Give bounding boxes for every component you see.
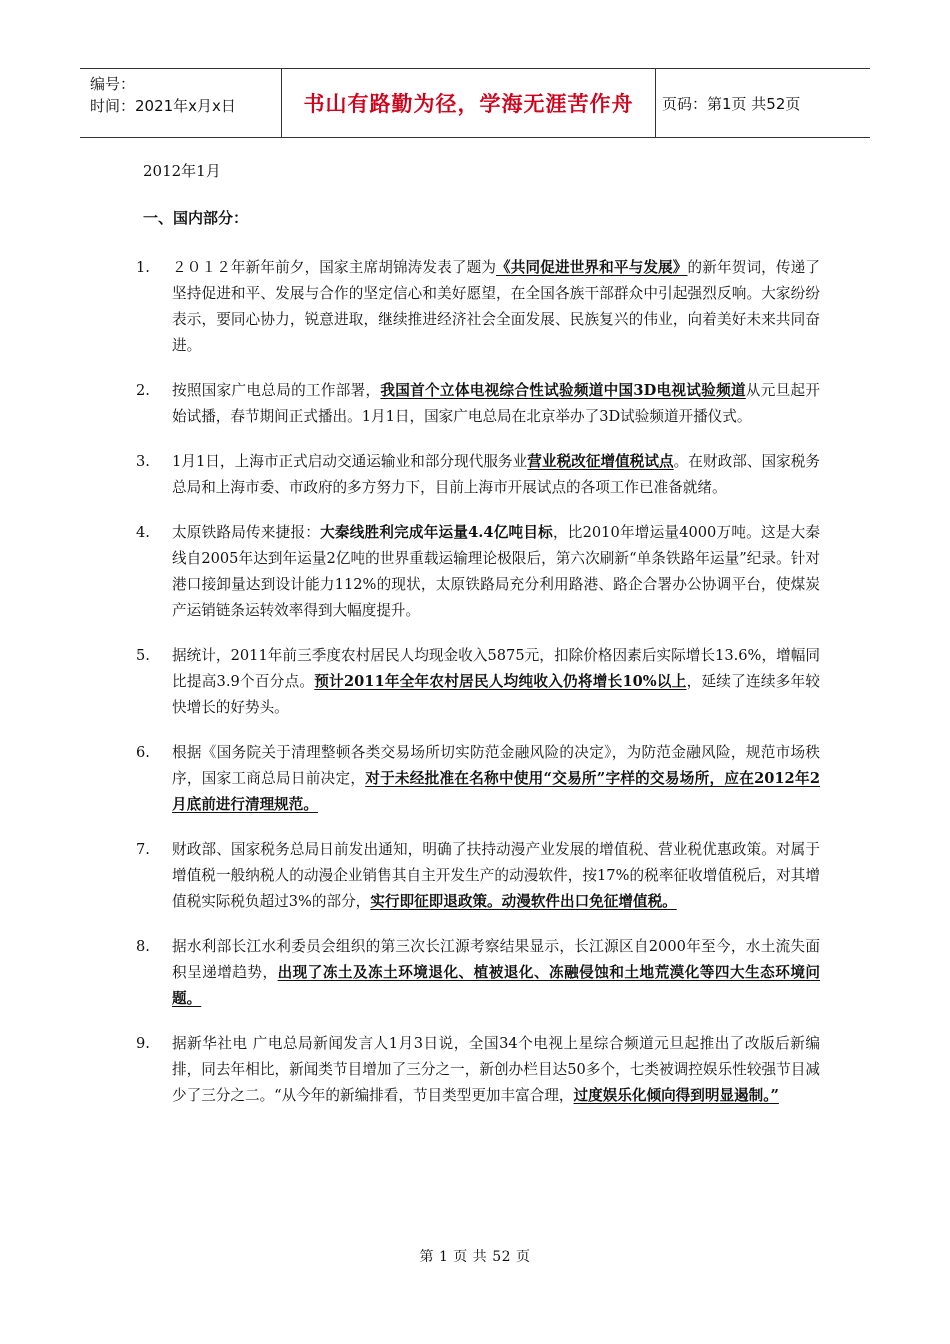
list-item-text — [172, 934, 820, 1012]
text-segment: 根据《国务院关于清理整顿各类交易场所切实防范金融风险的决定》，为防范金融风险，规范市场秩序，国家工商总局日前决定， — [172, 744, 820, 787]
text-segment: 按照国家广电总局的工作部署， — [172, 382, 381, 399]
section-title: 一、国内部分： — [143, 209, 249, 227]
key-point-bold: 大秦线胜利完成年运量4.4亿吨目标 — [320, 524, 553, 541]
list-item-number: 1. — [136, 259, 150, 276]
list-item — [130, 520, 820, 624]
list-item — [130, 1031, 820, 1109]
header-motto: 书山有路勤为径，学海无涯苦作舟 — [303, 92, 634, 116]
header-meta — [80, 69, 281, 137]
page-header — [80, 68, 870, 138]
text-segment: 据统计，2011年前三季度农村居民人均现金收入5875元，扣除价格因素后实际增长13.6%，增幅同比提高3.9个百分点。 — [172, 647, 820, 690]
key-point-highlight: 我国首个立体电视综合性试验频道中国3D电视试验频道 — [380, 382, 746, 399]
list-item-number: 2. — [136, 382, 150, 399]
list-item — [130, 934, 820, 1012]
key-point-highlight: 《共同促进世界和平与发展》 — [496, 259, 688, 276]
list-item — [130, 837, 820, 915]
list-item-text — [172, 449, 820, 501]
news-list — [130, 255, 820, 1128]
list-item-text — [172, 378, 820, 430]
text-segment: ，延续了连续多年较快增长的好势头。 — [172, 673, 820, 716]
text-segment: ，比2010年增运量4000万吨。这是大秦线自2005年达到年运量2亿吨的世界重载运输理论极限后，第六次刷新“单条铁路年运量”纪录。针对港口接卸量达到设计能力112%的现状，太原铁路局充分利用路港、路企合署办公协调平台，使煤炭产运销链条运转效率得到大幅度提升。 — [172, 524, 820, 619]
text-segment: 据新华社电 广电总局新闻发言人1月3日说，全国34个电视上星综合频道元旦起推出了改版后新编排，同去年相比，新闻类节目增加了三分之一，新创办栏目达50多个，七类被调控娱乐性较强节目减少了三分之二。“从今年的新编排看，节目类型更加丰富合理， — [172, 1035, 820, 1104]
page-footer: 第 1 页 共 52 页 — [419, 1249, 531, 1265]
text-segment: 从元旦起开始试播，春节期间正式播出。1月1日，国家广电总局在北京举办了3D试验频道开播仪式。 — [172, 382, 820, 425]
text-segment: 。在财政部、国家税务总局和上海市委、市政府的多方努力下，目前上海市开展试点的各项工作已准备就绪。 — [172, 453, 820, 496]
list-item-text — [172, 837, 820, 915]
list-item-number: 8. — [136, 938, 150, 955]
list-item — [130, 643, 820, 721]
list-item-text — [172, 1031, 820, 1109]
text-segment: 财政部、国家税务总局日前发出通知，明确了扶持动漫产业发展的增值税、营业税优惠政策。对属于增值税一般纳税人的动漫企业销售其自主开发生产的动漫软件，按17%的税率征收增值税后，对其增值税实际税负超过3%的部分， — [172, 841, 820, 910]
text-segment: 太原铁路局传来捷报： — [172, 524, 321, 541]
key-point-highlight: 营业税改征增值税试点 — [527, 453, 674, 470]
list-item — [130, 740, 820, 818]
text-segment: ２０１２年新年前夕，国家主席胡锦涛发表了题为 — [172, 259, 497, 276]
list-item — [130, 378, 820, 430]
key-point-highlight: 出现了冻土及冻土环境退化、植被退化、冻融侵蚀和土地荒漠化等四大生态环境问题。 — [172, 964, 820, 1007]
list-item-text — [172, 520, 820, 624]
header-page-cell — [656, 69, 870, 137]
text-segment: 的新年贺词，传递了坚持促进和平、发展与合作的坚定信心和美好愿望，在全国各族干部群众中引起强烈反响。大家纷纷表示，要同心协力，锐意进取，继续推进经济社会全面发展、民族复兴的伟业，向着美好未来共同奋进。 — [172, 259, 820, 354]
key-point-highlight: 实行即征即退政策。动漫软件出口免征增值税。 — [370, 893, 677, 910]
text-segment: 1月1日，上海市正式启动交通运输业和部分现代服务业 — [172, 453, 528, 470]
key-point-highlight: 对于未经批准在名称中使用“交易所”字样的交易场所，应在2012年2月底前进行清理规范。 — [172, 770, 820, 813]
list-item-number: 6. — [136, 744, 150, 761]
text-segment: 据水利部长江水利委员会组织的第三次长江源考察结果显示，长江源区自2000年至今，水土流失面积呈递增趋势， — [172, 938, 820, 981]
header-motto-cell — [281, 69, 656, 137]
document-date: 2012年1月 — [143, 162, 221, 180]
list-item-number: 5. — [136, 647, 150, 664]
list-item-number: 9. — [136, 1035, 150, 1052]
serial-label: 编号： — [90, 75, 136, 93]
page-info: 页码：第1页 共52页 — [662, 94, 801, 113]
key-point-highlight: 预计2011年全年农村居民人均纯收入仍将增长10%以上 — [314, 673, 687, 690]
time-label: 时间：2021年x月x日 — [90, 97, 236, 115]
list-item-text — [172, 643, 820, 721]
list-item-number: 7. — [136, 841, 150, 858]
list-item-number: 4. — [136, 524, 150, 541]
list-item — [130, 449, 820, 501]
list-item-number: 3. — [136, 453, 150, 470]
key-point-highlight: 过度娱乐化倾向得到明显遏制。” — [573, 1087, 779, 1104]
list-item-text — [172, 740, 820, 818]
list-item-text — [172, 255, 820, 359]
list-item — [130, 255, 820, 359]
